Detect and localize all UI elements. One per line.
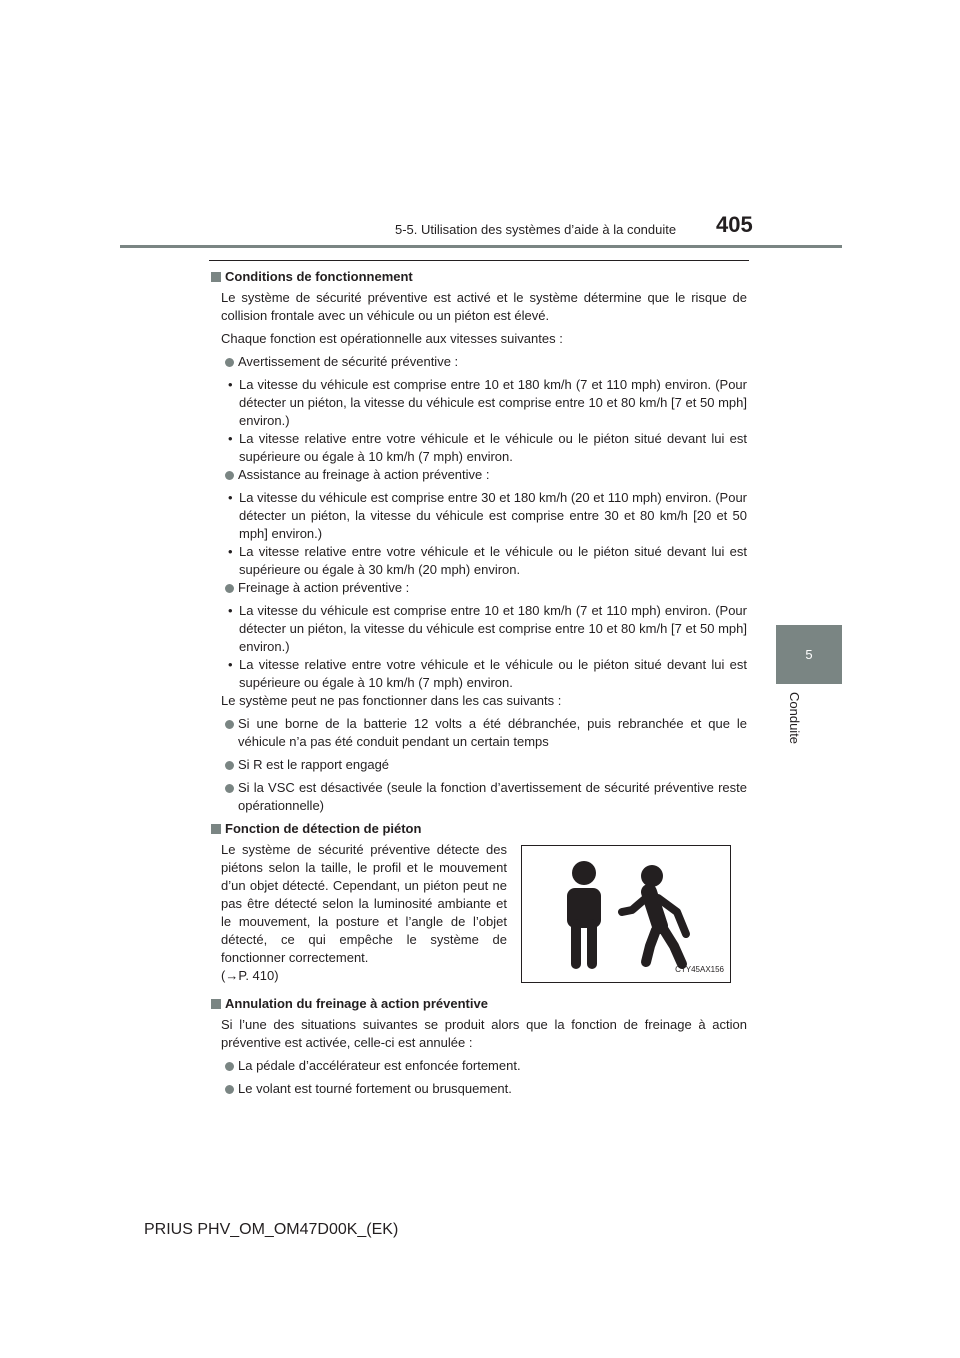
conditions-heading-text: Conditions de fonctionnement	[225, 269, 413, 284]
sub-item: • La vitesse relative entre votre véhicule et le véhicule ou le piéton situé devant lui est supérieure ou égale à 10 km/h (7 mph) environ.	[228, 431, 747, 464]
list-item-text: Si la VSC est désactivée (seule la fonction d’avertissement de sécurité préventive reste opérationnelle)	[238, 780, 747, 813]
conditions-intro: Le système de sécurité préventive est activé et le système détermine que le risque de collision frontale avec un véhicule ou un piéton est élevé.	[221, 290, 747, 323]
sub-item: • La vitesse du véhicule est comprise entre 10 et 180 km/h (7 et 110 mph) environ. (Pour détecter un piéton, la vitesse du véhicule est comprise entre 10 et 80 km/h [7 et 50 mph] environ.)	[228, 603, 747, 654]
sub-item-text: La vitesse du véhicule est comprise entre 10 et 180 km/h (7 et 110 mph) environ. (Pour détecter un piéton, la vitesse du véhicule est comprise entre 10 et 80 km/h [7 et 50 mph] environ.)	[239, 603, 747, 654]
bullet-dot-icon	[225, 1062, 234, 1071]
section-divider	[209, 260, 749, 261]
sub-item: • La vitesse relative entre votre véhicule et le véhicule ou le piéton situé devant lui est supérieure ou égale à 30 km/h (20 mph) environ.	[228, 544, 747, 577]
square-bullet-icon	[211, 999, 221, 1009]
list-item	[211, 715, 747, 751]
pedestrian-heading	[211, 820, 747, 838]
walking-person-icon	[622, 865, 686, 964]
bullet-dot-icon	[225, 584, 234, 593]
bullet-dot-icon	[225, 358, 234, 367]
bullet-dot-icon	[225, 761, 234, 770]
speeds-intro: Chaque fonction est opérationnelle aux vitesses suivantes :	[221, 331, 563, 346]
list-item	[211, 1080, 747, 1098]
not-work-intro: Le système peut ne pas fonctionner dans les cas suivants :	[221, 693, 562, 708]
standing-person-icon	[567, 861, 601, 964]
bullet-dot-icon	[225, 1085, 234, 1094]
list-item	[211, 779, 747, 815]
figure-code: CTY45AX156	[675, 965, 724, 974]
pedestrian-description: Le système de sécurité préventive détecte des piétons selon la taille, le profil et le mouvement d’un objet détecté. Cependant, un piéton peut ne pas être détecté selon la luminosité ambiante et le mouvement, la posture et l’angle de l’objet détecté, ce qui empêche le système de fonctionner correctement.	[221, 842, 507, 965]
list-item-text: Si une borne de la batterie 12 volts a été débranchée, puis rebranchée et que le véhicule n’a pas été conduit pendant un certain temps	[238, 716, 747, 749]
function-item	[211, 579, 747, 597]
pedestrian-section	[211, 841, 747, 985]
bullet-dot-icon	[225, 471, 234, 480]
sub-item: • La vitesse du véhicule est comprise entre 10 et 180 km/h (7 et 110 mph) environ. (Pour détecter un piéton, la vitesse du véhicule est comprise entre 10 et 80 km/h [7 et 50 mph] environ.)	[228, 377, 747, 428]
function-title: Freinage à action préventive :	[238, 580, 410, 595]
conditions-heading	[211, 268, 747, 286]
sub-item-text: La vitesse du véhicule est comprise entre 10 et 180 km/h (7 et 110 mph) environ. (Pour détecter un piéton, la vitesse du véhicule est comprise entre 10 et 80 km/h [7 et 50 mph] environ.)	[239, 377, 747, 428]
list-item-text: Si R est le rapport engagé	[238, 757, 390, 772]
pedestrian-figure	[521, 845, 731, 983]
cancel-intro: Si l’une des situations suivantes se produit alors que la fonction de freinage à action préventive est activée, celle-ci est annulée :	[221, 1017, 747, 1050]
square-bullet-icon	[211, 272, 221, 282]
chapter-number: 5	[805, 647, 813, 662]
sub-item: • La vitesse du véhicule est comprise entre 30 et 180 km/h (20 et 110 mph) environ. (Pour détecter un piéton, la vitesse du véhicule est comprise entre 30 et 80 km/h [20 et 50 mph] environ.)	[228, 490, 747, 541]
sub-item-text: La vitesse relative entre votre véhicule et le véhicule ou le piéton situé devant lui est supérieure ou égale à 10 km/h (7 mph) environ.	[239, 657, 747, 690]
pedestrian-heading-text: Fonction de détection de piéton	[225, 821, 422, 836]
square-bullet-icon	[211, 824, 221, 834]
function-item	[211, 353, 747, 371]
document-id: PRIUS PHV_OM_OM47D00K_(EK)	[144, 1221, 399, 1238]
page-reference-link[interactable]: (→P. 410)	[221, 968, 279, 983]
cancel-heading-text: Annulation du freinage à action préventive	[225, 996, 488, 1011]
sub-item: • La vitesse relative entre votre véhicule et le véhicule ou le piéton situé devant lui est supérieure ou égale à 10 km/h (7 mph) environ.	[228, 657, 747, 690]
chapter-label: Conduite	[787, 692, 802, 745]
list-item-text: Le volant est tourné fortement ou brusquement.	[238, 1081, 512, 1096]
chapter-tab	[776, 625, 842, 684]
header-rule	[120, 245, 842, 248]
cancel-heading	[211, 995, 747, 1013]
sub-item-text: La vitesse du véhicule est comprise entre 30 et 180 km/h (20 et 110 mph) environ. (Pour détecter un piéton, la vitesse du véhicule est comprise entre 30 et 80 km/h [20 et 50 mph] environ.)	[239, 490, 747, 541]
sub-item-text: La vitesse relative entre votre véhicule et le véhicule ou le piéton situé devant lui est supérieure ou égale à 30 km/h (20 mph) environ.	[239, 544, 747, 577]
function-title: Assistance au freinage à action préventive :	[238, 467, 490, 482]
function-title: Avertissement de sécurité préventive :	[238, 354, 459, 369]
pedestrian-text	[211, 841, 507, 985]
list-item	[211, 756, 747, 774]
page-number: 405	[716, 212, 753, 237]
list-item	[211, 1057, 747, 1075]
list-item-text: La pédale d’accélérateur est enfoncée fortement.	[238, 1058, 521, 1073]
bullet-dot-icon	[225, 784, 234, 793]
bullet-dot-icon	[225, 720, 234, 729]
function-item	[211, 466, 747, 484]
section-title: 5-5. Utilisation des systèmes d’aide à la conduite	[395, 222, 677, 237]
page-content	[211, 268, 747, 1098]
sub-item-text: La vitesse relative entre votre véhicule et le véhicule ou le piéton situé devant lui est supérieure ou égale à 10 km/h (7 mph) environ.	[239, 431, 747, 464]
